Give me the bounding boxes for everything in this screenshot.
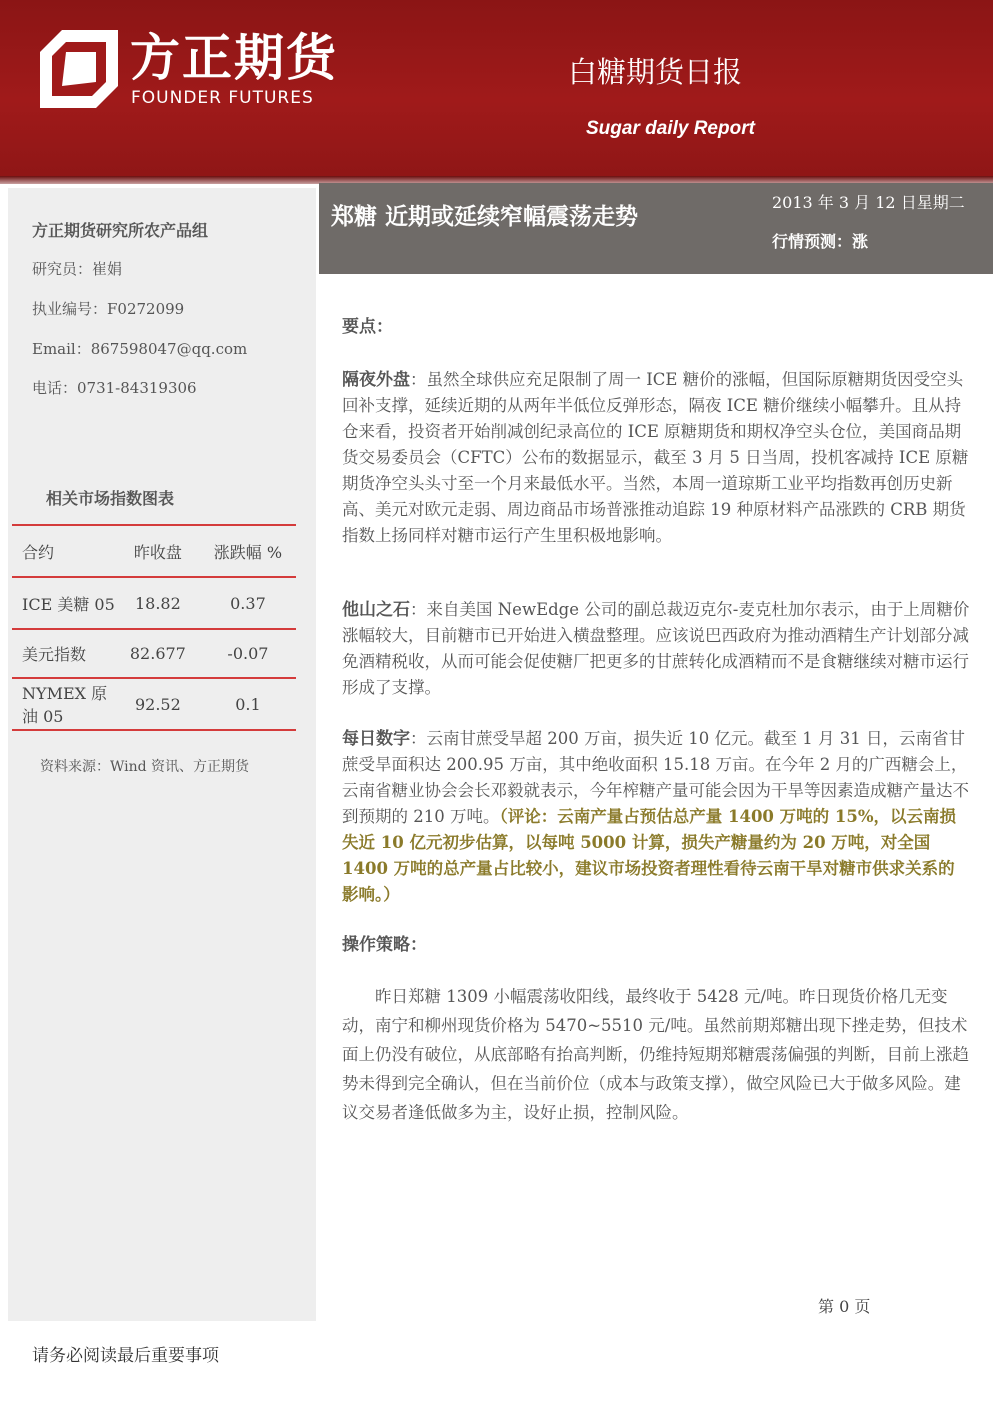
foreign-views-body: ：来自美国 NewEdge 公司的副总裁迈克尔-麦克杜加尔表示，由于上周糖价涨幅较大，目前糖市已开始进入横盘整理。应该说巴西政府为推动酒精生产计划部分减免酒精税收，从而可能会促使糖厂把更多的甘蔗转化成酒精而不是食糖继续对糖市运行形成了支撑。 bbox=[342, 600, 970, 697]
daily-number-body: ：云南甘蔗受旱超 200 万亩，损失近 10 亿元。截至 1 月 31 日，云南省甘蔗受旱面积达 200.95 万亩，其中绝收面积 15.18 万亩。在今年 2 月的广西糖会上，云南省糖业协会会长邓毅就表示，今年榨糖产量可能会因为干旱等因素造成糖产量达不到预期的 210 万吨。 bbox=[342, 729, 969, 826]
table-row bbox=[12, 577, 296, 629]
key-points-label: 要点： bbox=[342, 317, 393, 337]
overnight-heading: 隔夜外盘 bbox=[342, 370, 410, 390]
analyst-phone: 电话：0731-84319306 bbox=[32, 379, 197, 397]
table-header-row bbox=[12, 525, 296, 577]
logo-text-cn: 方正期货 bbox=[130, 29, 338, 87]
strategy-body: 昨日郑糖 1309 小幅震荡收阳线，最终收于 5428 元/吨。昨日现货价格几无变动，南宁和柳州现货价格为 5470~5510 元/吨。虽然前期郑糖出现下挫走势，但技术面上仍没有破位，从底部略有抬高判断，仍维持短期郑糖震荡偏强的判断，目前上涨趋势未得到完全确认，但在当前价位（成本与政策支撑），做空风险已大于做多风险。建议交易者逢低做多为主，设好止损，控制风险。 bbox=[342, 987, 969, 1122]
row-change-pct: 0.1 bbox=[200, 678, 296, 730]
overnight-paragraph bbox=[342, 367, 970, 549]
report-title: 白糖期货日报 bbox=[568, 55, 743, 89]
analyst-name: 研究员：崔娟 bbox=[32, 260, 123, 278]
header-change-pct: 涨跌幅 % bbox=[200, 525, 296, 577]
market-index-table bbox=[12, 524, 296, 731]
strategy-label: 操作策略： bbox=[342, 935, 427, 955]
daily-number-heading: 每日数字 bbox=[342, 729, 410, 749]
report-date: 2013 年 3 月 12 日星期二 bbox=[772, 193, 965, 212]
headline: 郑糖 近期或延续窄幅震荡走势 bbox=[331, 204, 639, 230]
daily-number-comment: （评论：云南产量占预估总产量 1400 万吨的 15%，以云南损失近 10 亿元初步估算，以每吨 5000 计算，损失产糖量约为 20 万吨，对全国 1400 万吨的总产量占比较小，建议市场投资者理性看待云南干旱对糖市供求关系的影响。） bbox=[342, 807, 957, 904]
market-table-title: 相关市场指数图表 bbox=[46, 489, 175, 508]
page-number: 第 0 页 bbox=[818, 1297, 871, 1316]
row-change-pct: 0.37 bbox=[200, 577, 296, 629]
table-row bbox=[12, 678, 296, 730]
foreign-views-paragraph bbox=[342, 597, 970, 701]
row-prev-close: 82.677 bbox=[116, 629, 200, 678]
founder-logo-icon bbox=[40, 30, 118, 108]
report-subtitle: Sugar daily Report bbox=[586, 118, 755, 139]
table-row bbox=[12, 629, 296, 678]
market-forecast: 行情预测：涨 bbox=[772, 232, 869, 251]
row-contract: NYMEX 原油 05 bbox=[12, 678, 116, 730]
analyst-email[interactable]: Email：867598047@qq.com bbox=[32, 340, 248, 358]
daily-number-paragraph bbox=[342, 726, 970, 908]
row-prev-close: 18.82 bbox=[116, 577, 200, 629]
disclaimer-note: 请务必阅读最后重要事项 bbox=[32, 1346, 219, 1366]
data-source: 资料来源：Wind 资讯、方正期货 bbox=[40, 759, 250, 775]
row-contract: ICE 美糖 05 bbox=[12, 577, 116, 629]
license-number: 执业编号：F0272099 bbox=[32, 300, 185, 318]
header-prev-close: 昨收盘 bbox=[116, 525, 200, 577]
row-prev-close: 92.52 bbox=[116, 678, 200, 730]
foreign-views-heading: 他山之石 bbox=[342, 600, 410, 620]
logo-text-en: FOUNDER FUTURES bbox=[131, 88, 314, 108]
row-change-pct: -0.07 bbox=[200, 629, 296, 678]
row-contract: 美元指数 bbox=[12, 629, 116, 678]
research-group: 方正期货研究所农产品组 bbox=[32, 221, 209, 240]
header-contract: 合约 bbox=[12, 525, 116, 577]
overnight-body: ：虽然全球供应充足限制了周一 ICE 糖价的涨幅，但国际原糖期货因受空头回补支撑，延续近期的从两年半低位反弹形态，隔夜 ICE 糖价继续小幅攀升。且从持仓来看，投资者开始削减创纪录高位的 ICE 原糖期货和期权净空头仓位，美国商品期货交易委员会（CFTC）公布的数据显示，截至 3 月 5 日当周，投机客减持 ICE 原糖期货净空头头寸至一个月来最低水平。当然，本周一道琼斯工业平均指数再创历史新高、美元对欧元走弱、周边商品市场普涨推动追踪 19 种原材料产品涨跌的 CRB 期货指数上扬同样对糖市运行产生里积极地影响。 bbox=[342, 370, 969, 545]
